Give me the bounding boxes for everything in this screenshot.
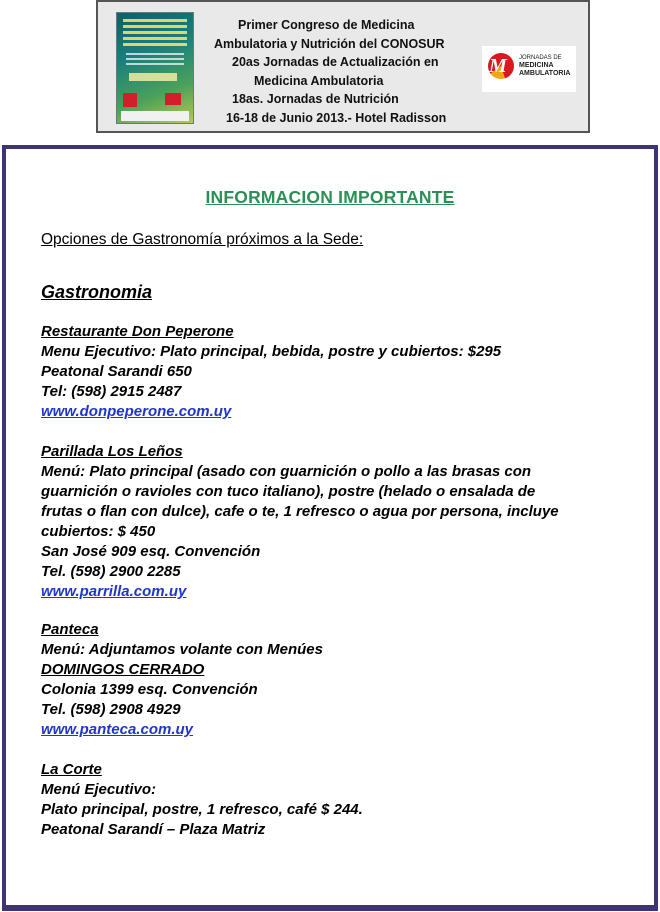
restaurant-listing — [41, 620, 641, 740]
event-title-line: Primer Congreso de Medicina — [238, 18, 415, 32]
restaurant-address: Colonia 1399 esq. Convención — [41, 681, 258, 698]
restaurant-phone: Tel. (598) 2908 4929 — [41, 701, 181, 718]
restaurant-address: Peatonal Sarandi 650 — [41, 363, 192, 380]
event-title-line: 20as Jornadas de Actualización en — [232, 55, 439, 70]
page-subtitle: Opciones de Gastronomía próximos a la Sede: — [41, 231, 364, 248]
restaurant-website-link[interactable]: www.parrilla.com.uy — [41, 583, 187, 600]
restaurant-menu: frutas o flan con dulce), cafe o te, 1 refresco o agua por persona, incluye — [41, 503, 559, 520]
restaurant-address: Peatonal Sarandí – Plaza Matriz — [41, 821, 266, 838]
section-heading: Gastronomia — [41, 282, 153, 302]
event-date-line: 16-18 de Junio 2013.- Hotel Radisson — [226, 110, 447, 125]
closed-notice: DOMINGOS CERRADO — [41, 661, 205, 678]
event-title-line: Medicina Ambulatoria — [254, 73, 384, 88]
restaurant-website-link[interactable]: www.panteca.com.uy — [41, 721, 193, 738]
event-title-line: 18as. Jornadas de Nutrición — [232, 92, 399, 107]
event-poster-image — [116, 12, 194, 124]
restaurant-website-link[interactable]: www.donpeperone.com.uy — [41, 403, 232, 420]
event-banner — [96, 0, 590, 133]
restaurant-menu: Menú Ejecutivo: — [41, 781, 157, 798]
restaurant-menu: guarnición o ravioles con tuco italiano), postre (helado o ensalada de — [41, 483, 536, 500]
info-frame — [2, 145, 658, 911]
restaurant-address: San José 909 esq. Convención — [41, 543, 261, 560]
logo-text: JORNADAS DE MEDICINA AMBULATORIA — [519, 55, 571, 77]
restaurant-listing — [41, 322, 641, 422]
logo-mark: M — [489, 55, 507, 77]
restaurant-phone: Tel. (598) 2900 2285 — [41, 563, 181, 580]
restaurant-phone: Tel: (598) 2915 2487 — [41, 383, 182, 400]
jornadas-logo — [482, 46, 576, 92]
restaurant-name: Restaurante Don Peperone — [41, 323, 234, 340]
restaurant-listing — [41, 760, 641, 840]
restaurant-menu: cubiertos: $ 450 — [41, 523, 156, 540]
restaurant-menu: Menu Ejecutivo: Plato principal, bebida, postre y cubiertos: $295 — [41, 343, 502, 360]
restaurant-menu: Menú: Plato principal (asado con guarnición o pollo a las brasas con — [41, 463, 532, 480]
restaurant-listing — [41, 442, 641, 602]
restaurant-menu: Menú: Adjuntamos volante con Menúes — [41, 641, 323, 658]
page-title: INFORMACION IMPORTANTE — [205, 187, 455, 207]
restaurant-name: Panteca — [41, 621, 99, 638]
event-title-block — [208, 16, 498, 128]
restaurant-name: Parillada Los Leños — [41, 443, 183, 460]
restaurant-name: La Corte — [41, 761, 102, 778]
restaurant-menu: Plato principal, postre, 1 refresco, café $ 244. — [41, 801, 363, 818]
event-title-line: Ambulatoria y Nutrición del CONOSUR — [214, 36, 445, 51]
